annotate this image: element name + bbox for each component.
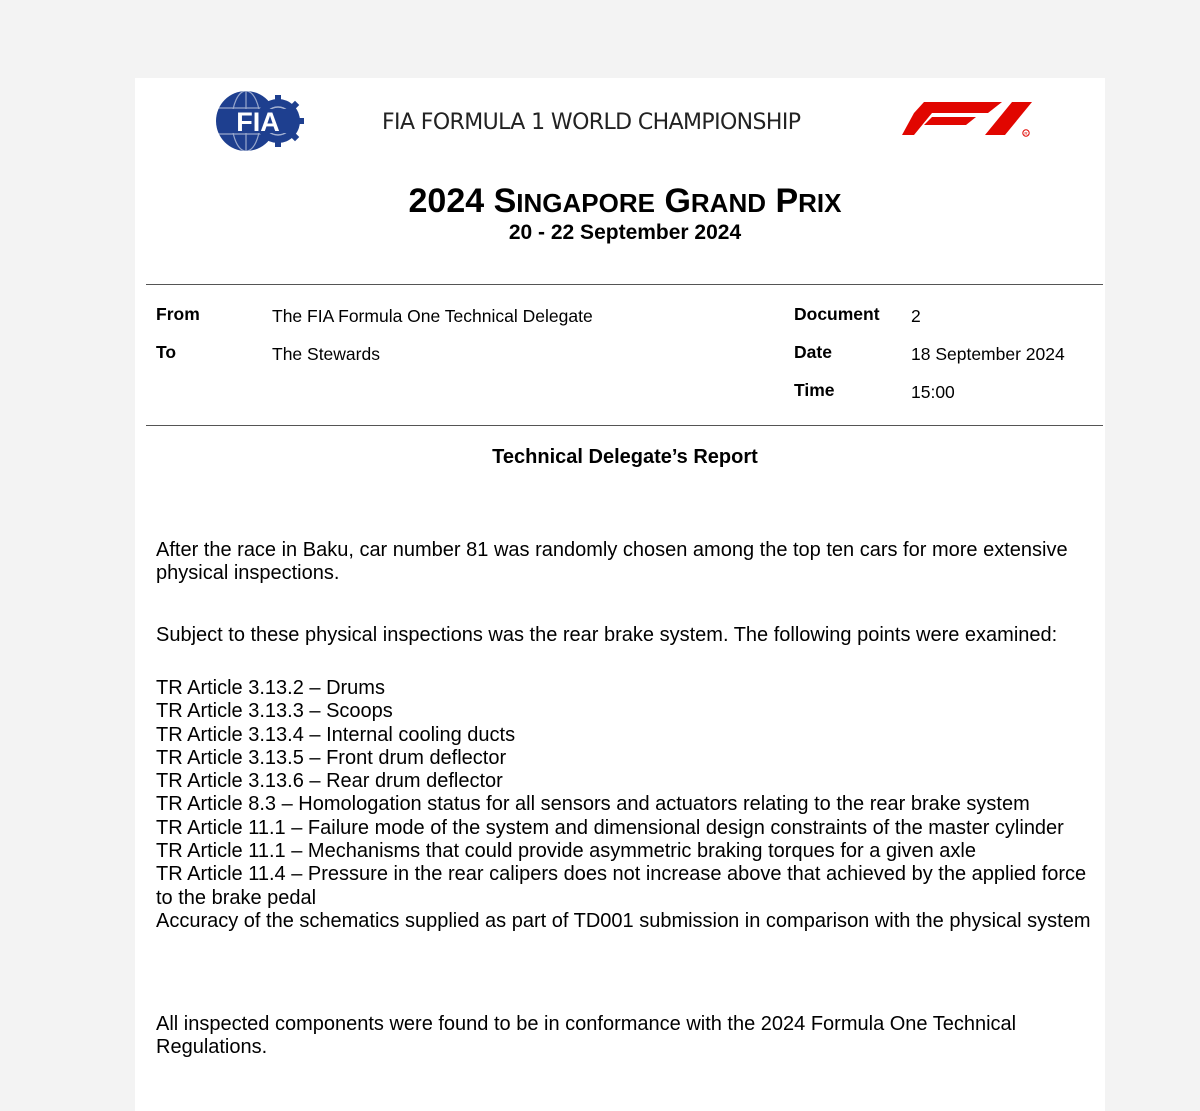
svg-text:R: R xyxy=(1024,131,1028,136)
document-label: Document xyxy=(794,304,880,324)
paragraph-selection xyxy=(156,539,1101,586)
list-item: TR Article 3.13.5 – Front drum deflector xyxy=(156,746,507,769)
list-item: TR Article 3.13.2 – Drums xyxy=(156,677,385,699)
time-label: Time xyxy=(794,380,835,400)
to-label: To xyxy=(156,342,177,362)
list-item: TR Article 11.4 – Pressure in the rear calipers does not increase above that achieved by the applied force to the brake pedal xyxy=(156,863,1087,909)
event-year: 2024 xyxy=(408,182,485,220)
event-dates: 20 - 22 September 2024 xyxy=(508,221,742,244)
paragraph-conclusion xyxy=(156,1013,1101,1060)
inspected-articles-list xyxy=(156,677,1101,933)
header-divider-bottom xyxy=(146,425,1103,426)
championship-title: FIA FORMULA 1 WORLD CHAMPIONSHIP xyxy=(382,110,801,135)
event-word-grand: GRAND xyxy=(664,182,766,220)
from-value: The FIA Formula One Technical Delegate xyxy=(272,306,593,326)
event-title xyxy=(0,182,1200,221)
list-item: Accuracy of the schematics supplied as part of TD001 submission in comparison with the physical system xyxy=(156,909,1091,932)
to-value: The Stewards xyxy=(272,344,380,364)
date-label: Date xyxy=(794,342,832,362)
svg-text:F1: F1 xyxy=(902,102,904,103)
paragraph-inspection xyxy=(156,624,1101,647)
paragraph-1: After the race in Baku, car number 81 was randomly chosen among the top ten cars for more extensive physical inspections. xyxy=(156,539,1068,585)
date-value: 18 September 2024 xyxy=(911,344,1065,364)
from-label: From xyxy=(156,304,200,324)
list-item: TR Article 3.13.6 – Rear drum deflector xyxy=(156,770,503,793)
fia-logo xyxy=(212,88,304,154)
list-item: TR Article 3.13.4 – Internal cooling ducts xyxy=(156,723,516,746)
list-item: TR Article 3.13.3 – Scoops xyxy=(156,700,393,723)
header-divider-top xyxy=(146,284,1103,285)
event-word-prix: PRIX xyxy=(775,182,842,220)
f1-logo xyxy=(902,102,1038,138)
list-item: TR Article 11.1 – Mechanisms that could provide asymmetric braking torques for a given axle xyxy=(156,840,976,863)
list-item: TR Article 8.3 – Homologation status for all sensors and actuators relating to the rear brake system xyxy=(156,793,1030,816)
event-word-singapore: SINGAPORE xyxy=(493,182,655,220)
document-value: 2 xyxy=(911,306,921,326)
report-title: Technical Delegate’s Report xyxy=(492,446,758,468)
list-item: TR Article 11.1 – Failure mode of the system and dimensional design constraints of the master cylinder xyxy=(156,816,1064,839)
paragraph-2: Subject to these physical inspections was the rear brake system. The following points were examined: xyxy=(156,624,1058,646)
svg-text:FIA: FIA xyxy=(236,107,280,137)
conclusion: All inspected components were found to be in conformance with the 2024 Formula One Technical Regulations. xyxy=(156,1013,1017,1059)
time-value: 15:00 xyxy=(911,382,955,402)
